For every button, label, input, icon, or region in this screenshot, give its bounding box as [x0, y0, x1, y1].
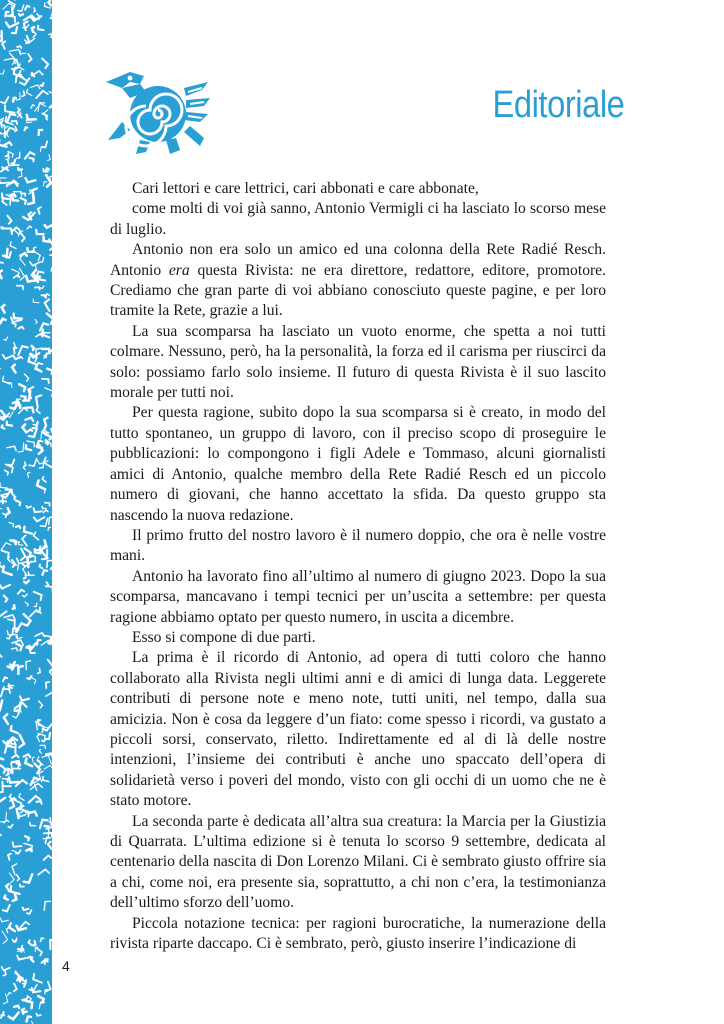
body-paragraph: Il primo frutto del nostro lavoro è il numero doppio, che ora è nelle vostre mani. [110, 526, 606, 565]
stylized-bird-spiral-icon [100, 68, 212, 156]
body-paragraph: Antonio non era solo un amico ed una colonna della Rete Radié Resch. Antonio era questa Rivista: ne era direttore, redattore, editore, promotore. Crediamo che gran parte di voi abbiano conosciuto queste pagine, e per loro tramite la Rete, grazie a lui. [110, 241, 606, 320]
body-paragraph: La prima è il ricordo di Antonio, ad opera di tutti coloro che hanno collaborato alla Rivista negli ultimi anni e di amici di lunga data. Leggerete contributi di persone note e meno note, tutti uniti, nel tempo, dalla sua amicizia. Non è cosa da leggere d’un fiato: come spesso i ricordi, va gustato a piccoli sorsi, conservato, riletto. Indirettamente ed al di là delle nostre intenzioni, l’insieme dei contributi è anche uno spaccato dell’opera di solidarietà verso i poveri del mondo, visto con gli occhi di un uomo che ne è stato motore. [110, 649, 606, 810]
decorative-side-pattern [0, 0, 52, 1024]
body-paragraph: La seconda parte è dedicata all’altra sua creatura: la Marcia per la Giustizia di Quarrata. L’ultima edizione si è tenuta lo scorso 9 settembre, dedicata al centenario della nascita di Don Lorenzo Milani. Ci è sembrato giusto offrire sia a chi, come noi, era presente sia, soprattutto, a chi non c’era, la testimonianza dell’ultimo sforzo dell’uomo. [110, 812, 606, 912]
page-number: 4 [62, 958, 70, 974]
body-paragraph: Piccola notazione tecnica: per ragioni burocratiche, la numerazione della rivista riparte daccapo. Ci è sembrato, però, giusto inserire l’indicazione di [110, 914, 606, 953]
editorial-body [110, 179, 606, 954]
body-paragraph: Antonio ha lavorato fino all’ultimo al numero di giugno 2023. Dopo la sua scomparsa, mancavano i tempi tecnici per un’uscita a settembre: per questa ragione abbiamo optato per questo numero, in uscita a dicembre. [110, 567, 606, 626]
page-title: Editoriale [492, 84, 624, 126]
body-paragraph: come molti di voi già sanno, Antonio Vermigli ci ha lasciato lo scorso mese di luglio. [110, 200, 606, 238]
body-paragraph: Per questa ragione, subito dopo la sua scomparsa si è creato, in modo del tutto spontaneo, un gruppo di lavoro, con il preciso scopo di proseguire le pubblicazioni: lo compongono i figli Adele e Tommaso, alcuni giornalisti amici di Antonio, qualche membro della Rete Radié Resch ed un piccolo numero di giovani, che hanno accettato la sfida. Da questo gruppo sta nascendo la nuova redazione. [110, 404, 606, 524]
body-paragraph: Esso si compone di due parti. [132, 628, 316, 646]
body-paragraph: La sua scomparsa ha lasciato un vuoto enorme, che spetta a noi tutti colmare. Nessuno, però, ha la personalità, la forza ed il carisma per riuscirci da solo: possiamo farlo solo insieme. Il futuro di questa Rivista è il suo lascito morale per tutti noi. [110, 322, 606, 402]
body-paragraph: Cari lettori e care lettrici, cari abbonati e care abbonate, [132, 180, 479, 197]
